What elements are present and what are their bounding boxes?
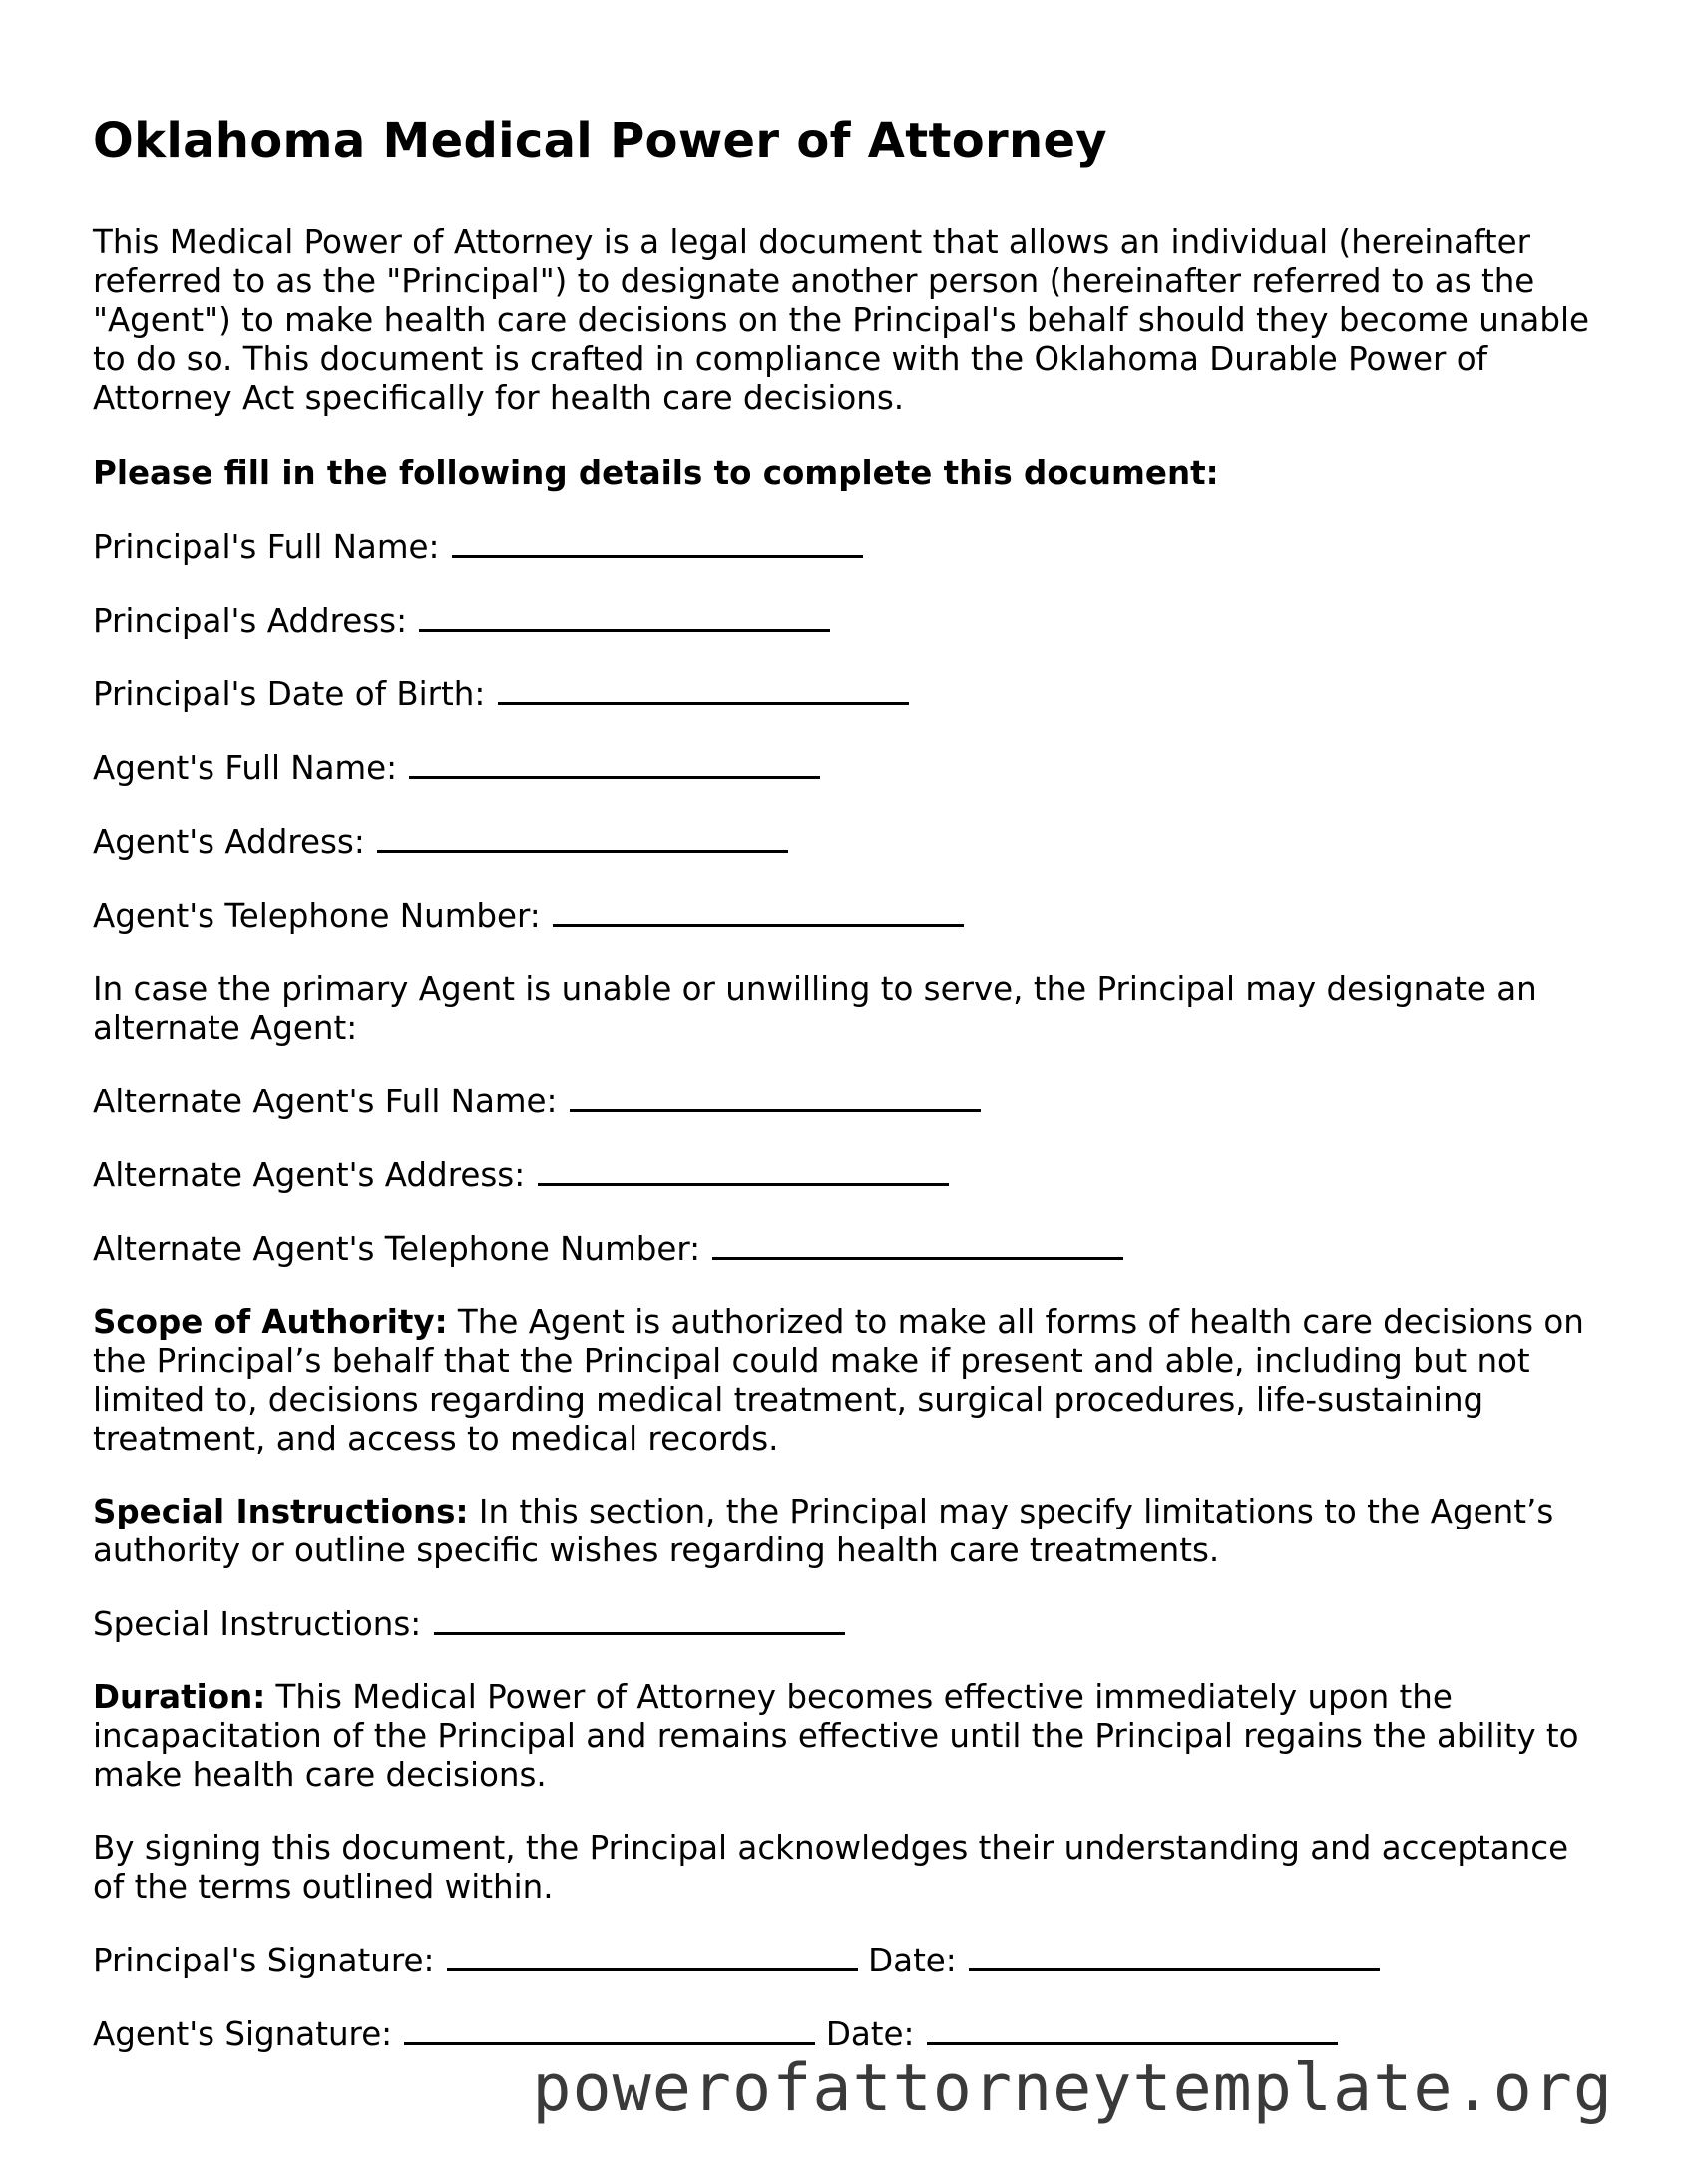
alt-agent-address-blank[interactable] [538,1155,949,1186]
alt-agent-name-field [93,1082,1609,1121]
document-page [93,115,1609,2088]
agent-address-label: Agent's Address: [93,822,365,861]
alt-agent-address-field [93,1155,1609,1195]
principal-signature-label: Principal's Signature: [93,1941,435,1979]
special-instructions-field [93,1604,1609,1644]
document-title: Oklahoma Medical Power of Attorney [93,113,1107,169]
principal-dob-field [93,674,1609,714]
agent-date-blank[interactable] [927,2014,1338,2045]
agent-name-label: Agent's Full Name: [93,748,398,787]
alt-agent-address-label: Alternate Agent's Address: [93,1155,526,1194]
principal-dob-label: Principal's Date of Birth: [93,674,486,713]
agent-phone-blank[interactable] [553,896,964,927]
alt-agent-phone-blank[interactable] [712,1229,1123,1260]
agent-address-field [93,822,1609,862]
agent-name-field [93,748,1609,788]
acknowledgement-paragraph: By signing this document, the Principal acknowledges their understanding and acceptance of the terms outlined within. [93,1828,1569,1906]
special-instructions-label: Special Instructions: [93,1604,422,1643]
principal-address-blank[interactable] [419,601,830,632]
agent-address-blank[interactable] [377,822,788,853]
duration-text: This Medical Power of Attorney becomes effective immediately upon the incapacitation of the Principal and remains effective until the Principal regains the ability to make health care decisions. [93,1677,1579,1794]
site-watermark: powerofattorneytemplate.org [532,2051,1613,2126]
scope-heading: Scope of Authority: [93,1302,448,1341]
alt-agent-name-blank[interactable] [570,1082,981,1112]
principal-dob-blank[interactable] [498,674,909,705]
special-heading: Special Instructions: [93,1492,469,1530]
duration-section [93,1678,1609,1795]
agent-signature-row [93,2014,1609,2054]
principal-name-field [93,527,1609,567]
agent-date-label: Date: [825,2014,915,2053]
scope-of-authority-section [93,1303,1609,1459]
principal-signature-row [93,1941,1609,1980]
duration-heading: Duration: [93,1677,266,1716]
intro-paragraph: This Medical Power of Attorney is a legal document that allows an individual (hereinafter referred to as the "Principal") to designate another person (hereinafter referred to as the "Agent") to make health care decisions on the Principal's behalf should they become unable to do so. This document is crafted in compliance with the Oklahoma Durable Power of Attorney Act specifically for health care decisions. [93,222,1589,417]
agent-signature-blank[interactable] [404,2014,815,2045]
principal-date-blank[interactable] [969,1941,1380,1971]
alt-agent-phone-field [93,1229,1609,1269]
agent-signature-label: Agent's Signature: [93,2014,393,2053]
special-text: In this section, the Principal may specify limitations to the Agent’s authority or outline specific wishes regarding health care treatments. [93,1492,1554,1569]
alt-agent-phone-label: Alternate Agent's Telephone Number: [93,1229,701,1268]
principal-name-blank[interactable] [452,527,863,558]
principal-date-label: Date: [868,1941,957,1979]
agent-phone-field [93,896,1609,936]
principal-address-field [93,601,1609,641]
principal-address-label: Principal's Address: [93,601,408,640]
special-instructions-blank[interactable] [434,1604,845,1635]
agent-name-blank[interactable] [409,748,820,779]
alternate-agent-intro: In case the primary Agent is unable or unwilling to serve, the Principal may designate an alternate Agent: [93,969,1537,1047]
special-instructions-section [93,1493,1609,1570]
alt-agent-name-label: Alternate Agent's Full Name: [93,1082,558,1120]
principal-name-label: Principal's Full Name: [93,527,440,566]
fill-instruction: Please fill in the following details to complete this document: [93,453,1219,492]
principal-signature-blank[interactable] [447,1941,858,1971]
agent-phone-label: Agent's Telephone Number: [93,896,541,935]
scope-text: The Agent is authorized to make all forms of health care decisions on the Principal’s behalf that the Principal could make if present and able, including but not limited to, decisions regarding medical treatment, surgical procedures, life-sustaining treatment, and access to medical records. [93,1302,1584,1458]
